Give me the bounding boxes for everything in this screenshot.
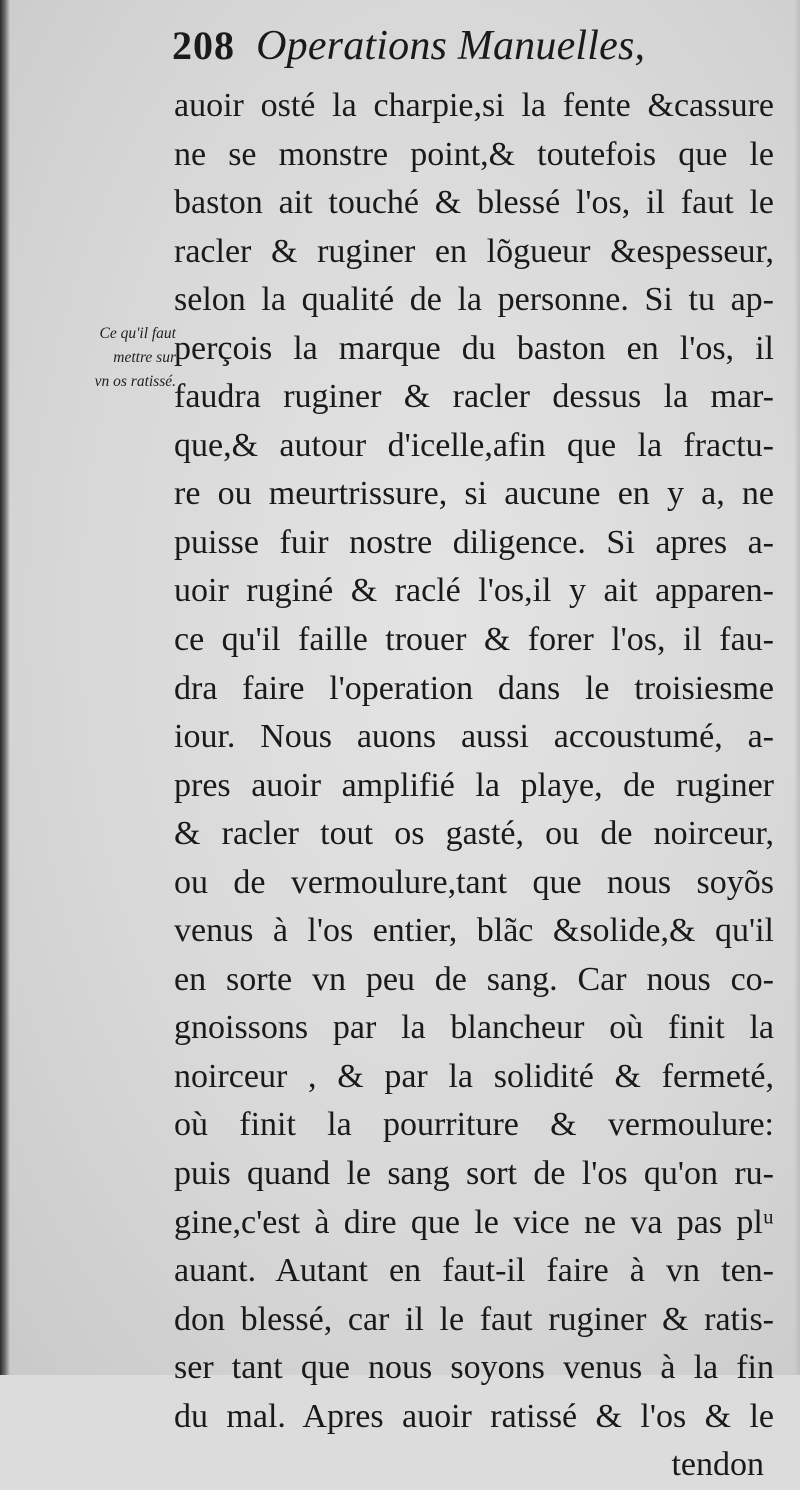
text-line: faudra ruginer & racler dessus la mar- — [174, 378, 774, 416]
page-edge — [794, 0, 800, 1375]
binding-shadow — [0, 0, 10, 1375]
margin-note-line: vn os ratissé. — [94, 373, 176, 390]
text-line: baston ait touché & blessé l'os, il faut le — [174, 184, 774, 222]
text-line: don blessé, car il le faut ruginer & ratis- — [174, 1300, 774, 1338]
running-title: Operations Manuelles, — [256, 23, 646, 69]
page-header — [172, 22, 772, 78]
body-text — [174, 82, 774, 1490]
text-line: perçois la marque du baston en l'os, il — [174, 329, 774, 367]
text-line: dra faire l'operation dans le troisiesme — [174, 669, 774, 707]
text-line: en sorte vn peu de sang. Car nous co- — [174, 960, 774, 998]
text-line: noirceur , & par la solidité & fermeté, — [174, 1057, 774, 1095]
text-line: où finit la pourriture & vermoulure: — [174, 1106, 774, 1144]
text-line: selon la qualité de la personne. Si tu ap- — [174, 281, 774, 319]
text-line: ou de vermoulure,tant que nous soyõs — [174, 863, 774, 901]
text-line: gine,c'est à dire que le vice ne va pas plᵘ — [174, 1203, 774, 1241]
text-line: auant. Autant en faut-il faire à vn ten- — [174, 1252, 774, 1290]
text-line: uoir ruginé & raclé l'os,il y ait apparen- — [174, 572, 774, 610]
text-line: que,& autour d'icelle,afin que la fractu- — [174, 426, 774, 464]
text-line: pres auoir amplifié la playe, de ruginer — [174, 766, 774, 804]
text-line: auoir osté la charpie,si la fente &cassure — [174, 87, 774, 124]
text-line: ce qu'il faille trouer & forer l'os, il fau- — [174, 621, 774, 659]
catchword: tendon — [671, 1446, 764, 1484]
text-line: & racler tout os gasté, ou de noirceur, — [174, 815, 774, 853]
text-line: gnoissons par la blancheur où finit la — [174, 1009, 774, 1047]
page-number: 208 — [172, 23, 235, 68]
text-line: du mal. Apres auoir ratissé & l'os & le — [174, 1397, 774, 1435]
margin-note — [40, 322, 176, 394]
margin-note-line: Ce qu'il faut — [99, 325, 176, 342]
text-line: puis quand le sang sort de l'os qu'on ru- — [174, 1155, 774, 1193]
text-line: re ou meurtrissure, si aucune en y a, ne — [174, 475, 774, 513]
text-line: venus à l'os entier, blãc &solide,& qu'il — [174, 912, 774, 950]
text-line: ne se monstre point,& toutefois que le — [174, 135, 774, 173]
text-line: puisse fuir nostre diligence. Si apres a- — [174, 523, 774, 561]
text-line: ser tant que nous soyons venus à la fin — [174, 1349, 774, 1387]
margin-note-line: mettre sur — [113, 349, 176, 366]
text-line: racler & ruginer en lõgueur &espesseur, — [174, 232, 774, 270]
text-line: iour. Nous auons aussi accoustumé, a- — [174, 718, 774, 756]
